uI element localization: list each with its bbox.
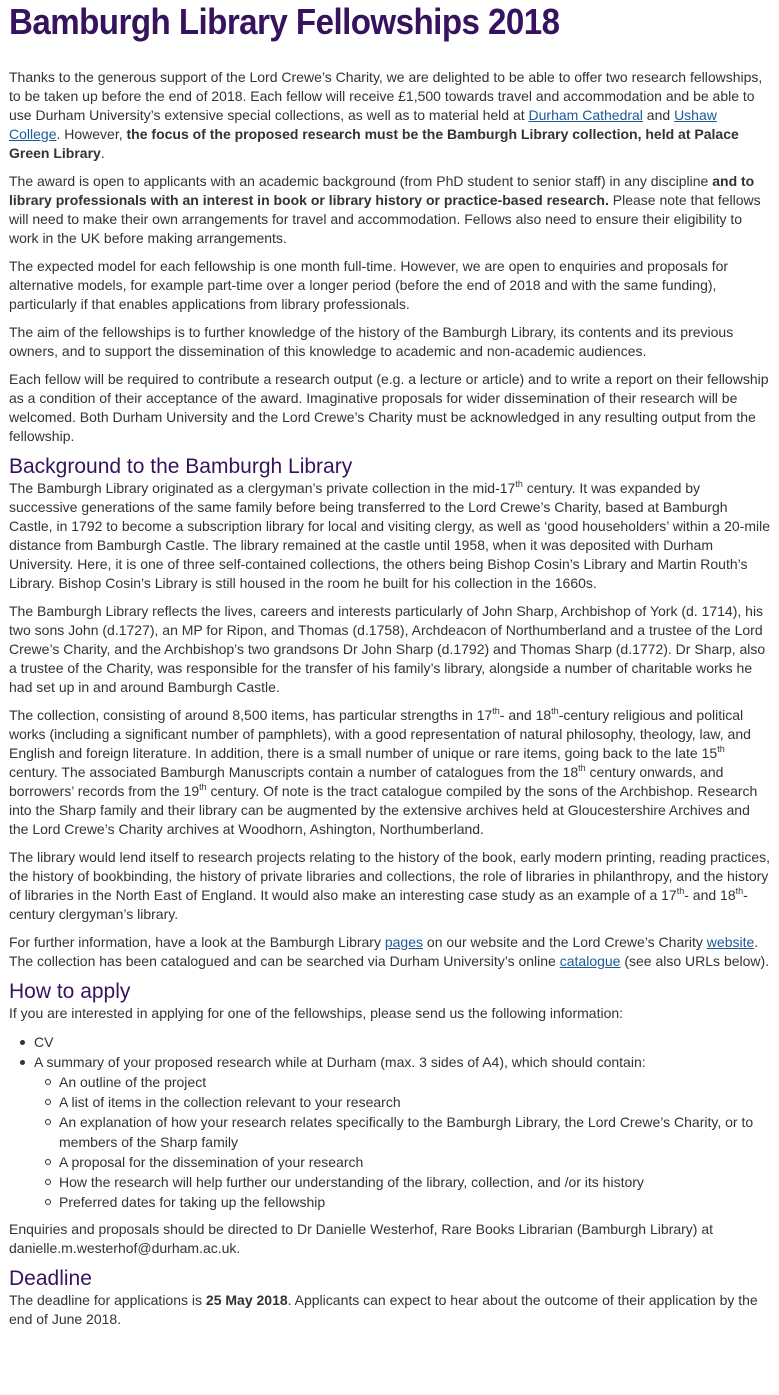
text: Please note that fellows will need to make their own arrangements for travel and accommodation. Fellows also need to ensure their eligibility to work in the UK before making arrangements. (9, 192, 761, 246)
ushaw-college-link[interactable]: Ushaw College (9, 107, 717, 142)
text: century. Of note is the tract catalogue compiled by the sons of the Archbishop. Research into the Sharp family and their library can be augmented by the extensive archives held at Gloucestershire Archives and the Lord Crewe’s Charity archives at Woodhorn, Ashington, Northumberland. (9, 783, 758, 837)
text: -century religious and political works (including a significant number of pamphlets), with a good representation of natural philosophy, theology, law, and English and foreign literature. In addition, there is a small number of unique or rare items, going back to the late 15 (9, 707, 751, 761)
text: The library would lend itself to research projects relating to the history of the book, early modern printing, reading practices, the history of bookbinding, the history of private libraries and collections, the role of libraries in philanthropy, and the history of libraries in the North East of England. It would also make an interesting case study as an example of a 17 (9, 849, 771, 903)
intro-section (9, 68, 772, 446)
list-item: A proposal for the dissemination of your research (34, 1152, 772, 1172)
text: . However, (56, 126, 127, 142)
text: The collection, consisting of around 8,500 items, has particular strengths in 17 (9, 707, 493, 723)
bamburgh-pages-link[interactable]: pages (384, 934, 424, 950)
text: . Applicants can expect to hear about the outcome of their application by the end of June 2018. (9, 1292, 758, 1327)
intro-paragraph-2 (9, 172, 772, 248)
superscript: th (676, 886, 685, 896)
title-wrap (9, 0, 772, 48)
text: on our website and the Lord Crewe’s Charity (423, 934, 707, 950)
background-paragraph-1 (9, 479, 772, 593)
background-paragraph-5 (9, 933, 772, 971)
page-title: Bamburgh Library Fellowships 2018 (9, 1, 560, 42)
superscript: th (515, 479, 523, 489)
list-item: How the research will help further our understanding of the library, collection, and /or its history (34, 1172, 772, 1192)
text: century onwards, and borrowers’ records from the 19 (9, 764, 724, 799)
list-item: An explanation of how your research relates specifically to the Bamburgh Library, the Lord Crewe’s Charity, or to members of the Sharp family (34, 1112, 772, 1152)
requirements-list (9, 1032, 772, 1212)
intro-paragraph-1 (9, 68, 772, 163)
superscript: th (199, 782, 207, 792)
lord-crewe-website-link[interactable]: website (706, 934, 755, 950)
apply-intro: If you are interested in applying for one of the fellowships, please send us the following information: (9, 1005, 624, 1021)
focus-emphasis: the focus of the proposed research must be the Bamburgh Library collection, held at Palace Green Library (9, 126, 739, 161)
superscript: th (551, 706, 559, 716)
text: The award is open to applicants with an academic background (from PhD student to senior staff) in any discipline (9, 173, 713, 189)
text: The deadline for applications is (9, 1292, 206, 1308)
text: -century clergyman’s library. (9, 887, 748, 922)
text: - and 18 (684, 887, 736, 903)
deadline-date: 25 May 2018 (205, 1292, 288, 1308)
superscript: th (492, 706, 500, 716)
background-paragraph-4 (9, 848, 772, 924)
list-item (9, 1052, 772, 1212)
eligibility-emphasis: and to library professionals with an interest in book or library history or practice-based research. (9, 173, 755, 208)
background-section (9, 479, 772, 971)
background-heading: Background to the Bamburgh Library (9, 455, 353, 478)
text: The Bamburgh Library originated as a clergyman’s private collection in the mid-17 (9, 480, 516, 496)
list-item-text: A summary of your proposed research while at Durham (max. 3 sides of A4), which should contain: (34, 1054, 646, 1070)
summary-contents-list (34, 1072, 772, 1212)
deadline-heading: Deadline (9, 1267, 92, 1290)
superscript: th (717, 744, 725, 754)
how-to-apply-heading: How to apply (9, 980, 131, 1003)
background-paragraph-3 (9, 706, 772, 839)
how-to-apply-section (9, 1004, 772, 1258)
text: century. The associated Bamburgh Manuscripts contain a number of catalogues from the 18 (9, 764, 579, 780)
list-item (9, 1032, 772, 1052)
intro-paragraph-4: The aim of the fellowships is to further knowledge of the history of the Bamburgh Library, its contents and its previous owners, and to support the dissemination of this knowledge to academic and non-academic audiences. (9, 324, 734, 359)
text: and (642, 107, 675, 123)
intro-paragraph-3: The expected model for each fellowship is one month full-time. However, we are open to enquiries and proposals for alternative models, for example part-time over a longer period (before the end of 2018 and with the same funding), particularly if that enables applications from library professionals. (9, 258, 729, 312)
text: century. It was expanded by successive generations of the same family before being transferred to the Lord Crewe’s Charity, based at Bamburgh Castle, in 1792 to become a subscription library for local and visiting clergy, as well as ‘good householders’ within a 20-mile distance from Bamburgh Castle. The library remained at the castle until 1958, when it was deposited with Durham University. Here, it is one of three self-contained collections, the others being Bishop Cosin’s Library and Martin Routh’s Library. Bishop Cosin’s Library is still housed in the room he built for his collection in the 1660s. (9, 480, 771, 591)
background-paragraph-2: The Bamburgh Library reflects the lives, careers and interests particularly of John Sharp, Archbishop of York (d. 1714), his two sons John (d.1727), an MP for Ripon, and Thomas (d.1758), Archdeacon of Northumberland and a trustee of the Lord Crewe’s Charity, and the Archbishop’s two grandsons Dr John Sharp (d.1792) and Thomas Sharp (d.1772). Dr Sharp, also a trustee of the Charity, was responsible for the transfer of his family’s library, alongside a number of charitable works he had set up in and around Bamburgh Castle. (9, 603, 766, 695)
list-item: A list of items in the collection relevant to your research (34, 1092, 772, 1112)
deadline-section (9, 1291, 772, 1329)
superscript: th (578, 763, 586, 773)
text: (see also URLs below). (620, 953, 770, 969)
enquiries-paragraph: Enquiries and proposals should be directed to Dr Danielle Westerhof, Rare Books Librarian (Bamburgh Library) at danielle.m.westerhof@durham.ac.uk. (9, 1221, 713, 1256)
text: . (100, 145, 105, 161)
list-item-text: CV (34, 1034, 54, 1050)
deadline-paragraph (9, 1291, 772, 1329)
intro-paragraph-5: Each fellow will be required to contribute a research output (e.g. a lecture or article) and to write a report on their fellowship as a condition of their acceptance of the award. Imaginative proposals for wider dissemination of their research will be welcomed. Both Durham University and the Lord Crewe’s Charity must be acknowledged in any resulting output from the fellowship. (9, 371, 769, 444)
superscript: th (735, 886, 744, 896)
text: . The collection has been catalogued and can be searched via Durham University’s online (9, 934, 759, 969)
text: - and 18 (499, 707, 552, 723)
text: For further information, have a look at the Bamburgh Library (9, 934, 385, 950)
catalogue-link[interactable]: catalogue (559, 953, 621, 969)
text: Thanks to the generous support of the Lord Crewe’s Charity, we are delighted to be able to offer two research fellowships, to be taken up before the end of 2018. Each fellow will receive £1,500 towards travel and accommodation and be able to use Durham University’s extensive special collections, as well as to material held at (9, 69, 763, 123)
durham-cathedral-link[interactable]: Durham Cathedral (528, 107, 643, 123)
list-item: An outline of the project (34, 1072, 772, 1092)
list-item: Preferred dates for taking up the fellowship (34, 1192, 772, 1212)
